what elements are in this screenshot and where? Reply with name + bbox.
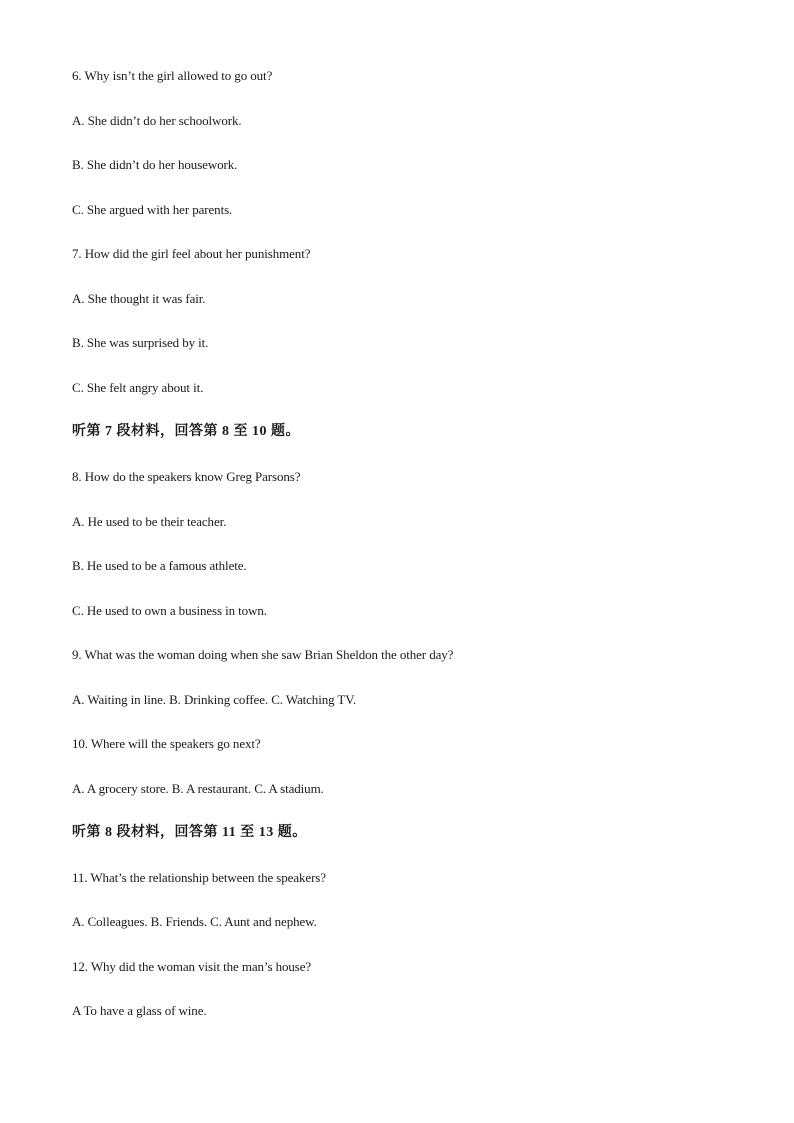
question-9-options: A. Waiting in line. B. Drinking coffee. C. Watching TV. — [72, 692, 357, 707]
question-12-option-a: A To have a glass of wine. — [72, 1003, 207, 1018]
question-6-option-b: B. She didn’t do her housework. — [72, 157, 238, 172]
question-7-option-a: A. She thought it was fair. — [72, 291, 206, 306]
question-6-option-c: C. She argued with her parents. — [72, 202, 233, 217]
question-8-option-b: B. He used to be a famous athlete. — [72, 558, 247, 573]
question-7-option-b: B. She was surprised by it. — [72, 335, 209, 350]
question-8-option-c: C. He used to own a business in town. — [72, 603, 267, 618]
section-heading-passage-8: 听第 8 段材料，回答第 11 至 13 题。 — [72, 825, 307, 840]
question-8-option-a: A. He used to be their teacher. — [72, 514, 227, 529]
question-10: 10. Where will the speakers go next? — [72, 736, 261, 751]
question-11: 11. What’s the relationship between the speakers? — [72, 870, 326, 885]
question-7-option-c: C. She felt angry about it. — [72, 380, 204, 395]
question-8: 8. How do the speakers know Greg Parsons? — [72, 469, 301, 484]
question-10-options: A. A grocery store. B. A restaurant. C. A stadium. — [72, 781, 324, 796]
question-9: 9. What was the woman doing when she saw Brian Sheldon the other day? — [72, 647, 454, 662]
question-6: 6. Why isn’t the girl allowed to go out? — [72, 68, 273, 83]
question-12: 12. Why did the woman visit the man’s house? — [72, 959, 312, 974]
section-heading-passage-7: 听第 7 段材料，回答第 8 至 10 题。 — [72, 424, 300, 439]
question-11-options: A. Colleagues. B. Friends. C. Aunt and nephew. — [72, 914, 317, 929]
question-6-option-a: A. She didn’t do her schoolwork. — [72, 113, 242, 128]
question-7: 7. How did the girl feel about her punishment? — [72, 246, 311, 261]
